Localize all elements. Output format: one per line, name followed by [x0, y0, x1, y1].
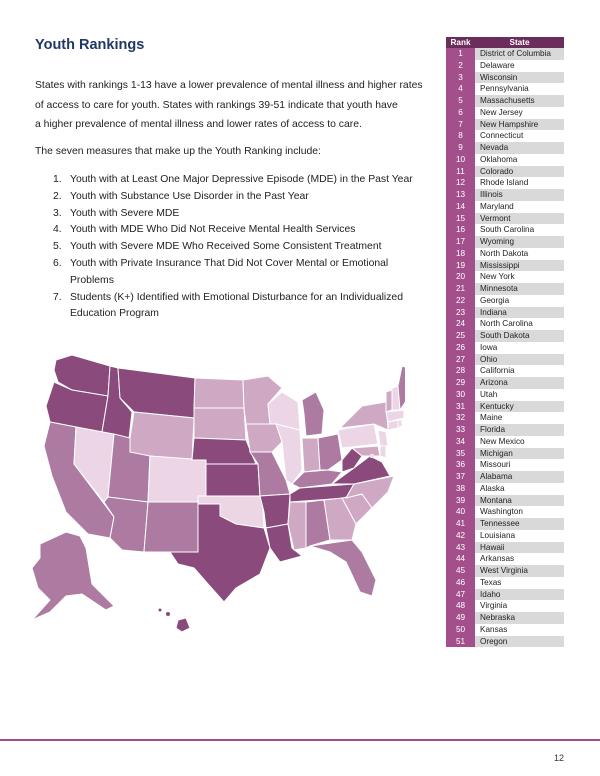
rank-cell: 21 [446, 283, 475, 295]
state-cell: California [475, 365, 564, 377]
rank-table-body [446, 48, 564, 647]
state-cell: Minnesota [475, 283, 564, 295]
state-cell: South Dakota [475, 330, 564, 342]
state-cell: Iowa [475, 342, 564, 354]
rank-cell: 35 [446, 448, 475, 460]
rank-cell: 48 [446, 600, 475, 612]
state-cell: Colorado [475, 166, 564, 178]
state-michigan [302, 392, 324, 436]
us-map [10, 352, 405, 642]
rank-cell: 17 [446, 236, 475, 248]
state-cell: Ohio [475, 354, 564, 366]
table-row [446, 624, 564, 636]
rank-cell: 49 [446, 612, 475, 624]
measure-text: Youth with Private Insurance That Did Not Cover Mental or Emotional [70, 257, 389, 269]
state-cell: Kentucky [475, 401, 564, 413]
state-cell: New Hampshire [475, 119, 564, 131]
table-row [446, 518, 564, 530]
state-maine [398, 366, 405, 410]
table-row [446, 401, 564, 413]
table-row [446, 530, 564, 542]
measure-item [50, 290, 430, 324]
rank-cell: 7 [446, 119, 475, 131]
rank-cell: 47 [446, 589, 475, 601]
table-row [446, 72, 564, 84]
rank-cell: 8 [446, 130, 475, 142]
rank-cell: 14 [446, 201, 475, 213]
rank-cell: 33 [446, 424, 475, 436]
rank-cell: 41 [446, 518, 475, 530]
state-header: State [475, 37, 564, 48]
rank-cell: 12 [446, 177, 475, 189]
measure-number: 7. [53, 291, 62, 303]
table-row [446, 412, 564, 424]
table-row [446, 636, 564, 648]
table-row [446, 271, 564, 283]
state-new-jersey [378, 430, 388, 446]
state-cell: Missouri [475, 459, 564, 471]
state-cell: Vermont [475, 213, 564, 225]
state-cell: Hawaii [475, 542, 564, 554]
state-cell: Washington [475, 506, 564, 518]
footer-divider [0, 739, 600, 741]
state-cell: Georgia [475, 295, 564, 307]
table-row [446, 354, 564, 366]
table-row [446, 107, 564, 119]
measure-number: 4. [53, 224, 62, 236]
state-cell: Maryland [475, 201, 564, 213]
state-district-of-columbia [370, 454, 374, 458]
rank-cell: 39 [446, 495, 475, 507]
state-cell: Texas [475, 577, 564, 589]
rank-cell: 42 [446, 530, 475, 542]
state-rhode-island [398, 420, 402, 428]
state-delaware [380, 446, 386, 458]
table-row [446, 95, 564, 107]
state-cell: North Carolina [475, 318, 564, 330]
measure-number: 1. [53, 174, 62, 185]
state-cell: Louisiana [475, 530, 564, 542]
rank-cell: 22 [446, 295, 475, 307]
rank-cell: 2 [446, 60, 475, 72]
state-cell: Oklahoma [475, 154, 564, 166]
table-row [446, 119, 564, 131]
rank-cell: 23 [446, 307, 475, 319]
state-cell: Kansas [475, 624, 564, 636]
rank-cell: 3 [446, 72, 475, 84]
table-row [446, 318, 564, 330]
state-cell: West Virginia [475, 565, 564, 577]
rank-cell: 26 [446, 342, 475, 354]
table-row [446, 166, 564, 178]
state-cell: Massachusetts [475, 95, 564, 107]
state-cell: Rhode Island [475, 177, 564, 189]
state-indiana [302, 438, 320, 472]
table-row [446, 495, 564, 507]
rank-cell: 29 [446, 377, 475, 389]
state-cell: Nebraska [475, 612, 564, 624]
state-cell: Montana [475, 495, 564, 507]
state-cell: Delaware [475, 60, 564, 72]
state-cell: North Dakota [475, 248, 564, 260]
table-row [446, 542, 564, 554]
table-row [446, 60, 564, 72]
state-cell: New Mexico [475, 436, 564, 448]
intro-line: States with rankings 1-13 have a lower prevalence of mental illness and higher rates [35, 80, 423, 91]
state-cell: Nevada [475, 142, 564, 154]
table-row [446, 307, 564, 319]
rank-cell: 40 [446, 506, 475, 518]
measure-text: Youth with at Least One Major Depressive Episode (MDE) in the Past Year [70, 174, 413, 185]
table-row [446, 506, 564, 518]
state-cell: Wyoming [475, 236, 564, 248]
measure-number: 3. [53, 207, 62, 219]
table-row [446, 389, 564, 401]
measures-list [50, 172, 430, 323]
table-row [446, 589, 564, 601]
measure-text: Education Program [70, 308, 159, 320]
rank-cell: 16 [446, 224, 475, 236]
state-cell: Alabama [475, 471, 564, 483]
table-row [446, 577, 564, 589]
state-cell: Tennessee [475, 518, 564, 530]
table-row [446, 295, 564, 307]
table-row [446, 248, 564, 260]
rank-cell: 4 [446, 83, 475, 95]
table-row [446, 236, 564, 248]
rank-cell: 6 [446, 107, 475, 119]
measure-number: 5. [53, 241, 62, 253]
state-cell: South Carolina [475, 224, 564, 236]
table-row [446, 553, 564, 565]
state-vermont [386, 390, 392, 412]
measure-item [50, 239, 430, 256]
rank-cell: 24 [446, 318, 475, 330]
table-row [446, 142, 564, 154]
state-arkansas [260, 494, 290, 528]
table-row [446, 459, 564, 471]
measures-intro: The seven measures that make up the Youth Ranking include: [35, 146, 321, 157]
rank-cell: 51 [446, 636, 475, 648]
rank-cell: 11 [446, 166, 475, 178]
rank-cell: 9 [446, 142, 475, 154]
rank-cell: 36 [446, 459, 475, 471]
rank-cell: 50 [446, 624, 475, 636]
state-cell: Wisconsin [475, 72, 564, 84]
table-row [446, 283, 564, 295]
table-row [446, 201, 564, 213]
measure-text: Problems [70, 274, 114, 286]
measure-text: Youth with MDE Who Did Not Receive Mental Health Services [70, 224, 356, 236]
state-cell: Arkansas [475, 553, 564, 565]
table-row [446, 565, 564, 577]
table-row [446, 436, 564, 448]
measure-text: Students (K+) Identified with Emotional Disturbance for an Individualized [70, 291, 403, 303]
state-colorado [148, 456, 206, 502]
state-cell: Maine [475, 412, 564, 424]
state-hawaii-island [166, 612, 170, 616]
rank-cell: 18 [446, 248, 475, 260]
state-wyoming [130, 412, 194, 460]
table-row [446, 330, 564, 342]
state-north-dakota [194, 378, 244, 408]
page-number: 12 [553, 753, 564, 763]
measure-text: Youth with Substance Use Disorder in the Past Year [70, 190, 309, 202]
table-row [446, 471, 564, 483]
rank-cell: 15 [446, 213, 475, 225]
page-title: Youth Rankings [35, 37, 145, 53]
state-cell: Pennsylvania [475, 83, 564, 95]
rank-cell: 25 [446, 330, 475, 342]
state-cell: Florida [475, 424, 564, 436]
table-row [446, 342, 564, 354]
state-cell: Michigan [475, 448, 564, 460]
rank-cell: 20 [446, 271, 475, 283]
intro-paragraph [35, 76, 430, 135]
table-row [446, 224, 564, 236]
measure-text: Youth with Severe MDE Who Received Some Consistent Treatment [70, 241, 382, 253]
state-hawaii-island [159, 609, 162, 612]
rank-cell: 28 [446, 365, 475, 377]
table-row [446, 48, 564, 60]
table-row [446, 424, 564, 436]
state-kansas [206, 464, 260, 496]
state-cell: New York [475, 271, 564, 283]
rank-cell: 44 [446, 553, 475, 565]
state-alaska [32, 532, 114, 620]
measure-item [50, 222, 430, 239]
rank-cell: 27 [446, 354, 475, 366]
rank-cell: 1 [446, 48, 475, 60]
rank-cell: 32 [446, 412, 475, 424]
table-row [446, 154, 564, 166]
rank-cell: 45 [446, 565, 475, 577]
measure-item [50, 189, 430, 206]
state-cell: Mississippi [475, 260, 564, 272]
rank-cell: 13 [446, 189, 475, 201]
state-cell: New Jersey [475, 107, 564, 119]
rank-cell: 19 [446, 260, 475, 272]
measure-item [50, 172, 430, 189]
table-row [446, 377, 564, 389]
measure-number: 2. [53, 190, 62, 202]
state-cell: Connecticut [475, 130, 564, 142]
state-south-dakota [194, 408, 246, 440]
measure-item [50, 256, 430, 290]
state-cell: Idaho [475, 589, 564, 601]
table-row [446, 130, 564, 142]
table-row [446, 483, 564, 495]
rank-cell: 34 [446, 436, 475, 448]
state-hawaii [176, 618, 190, 632]
state-iowa [246, 424, 282, 452]
table-row [446, 189, 564, 201]
rank-cell: 31 [446, 401, 475, 413]
table-header-row [446, 37, 564, 48]
rank-cell: 10 [446, 154, 475, 166]
table-row [446, 448, 564, 460]
measure-item [50, 206, 430, 223]
table-row [446, 83, 564, 95]
rank-cell: 43 [446, 542, 475, 554]
table-row [446, 365, 564, 377]
intro-line: of access to care for youth. States with rankings 39-51 indicate that youth have [35, 99, 398, 111]
state-new-mexico [144, 502, 198, 552]
state-cell: Virginia [475, 600, 564, 612]
state-cell: District of Columbia [475, 48, 564, 60]
state-nebraska [192, 438, 256, 464]
rank-header: Rank [446, 37, 475, 48]
rank-cell: 5 [446, 95, 475, 107]
table-row [446, 600, 564, 612]
state-cell: Illinois [475, 189, 564, 201]
state-cell: Arizona [475, 377, 564, 389]
measure-number: 6. [53, 257, 62, 269]
measure-text: Youth with Severe MDE [70, 207, 180, 219]
table-row [446, 612, 564, 624]
state-cell: Oregon [475, 636, 564, 648]
table-row [446, 177, 564, 189]
rank-table [446, 37, 564, 647]
rank-cell: 46 [446, 577, 475, 589]
state-cell: Utah [475, 389, 564, 401]
rank-cell: 37 [446, 471, 475, 483]
state-cell: Indiana [475, 307, 564, 319]
table-row [446, 260, 564, 272]
rank-cell: 38 [446, 483, 475, 495]
table-row [446, 213, 564, 225]
state-cell: Alaska [475, 483, 564, 495]
rank-cell: 30 [446, 389, 475, 401]
intro-line: a higher prevalence of mental illness and lower rates of access to care. [35, 119, 362, 130]
state-ohio [318, 434, 342, 470]
state-florida [310, 540, 376, 596]
